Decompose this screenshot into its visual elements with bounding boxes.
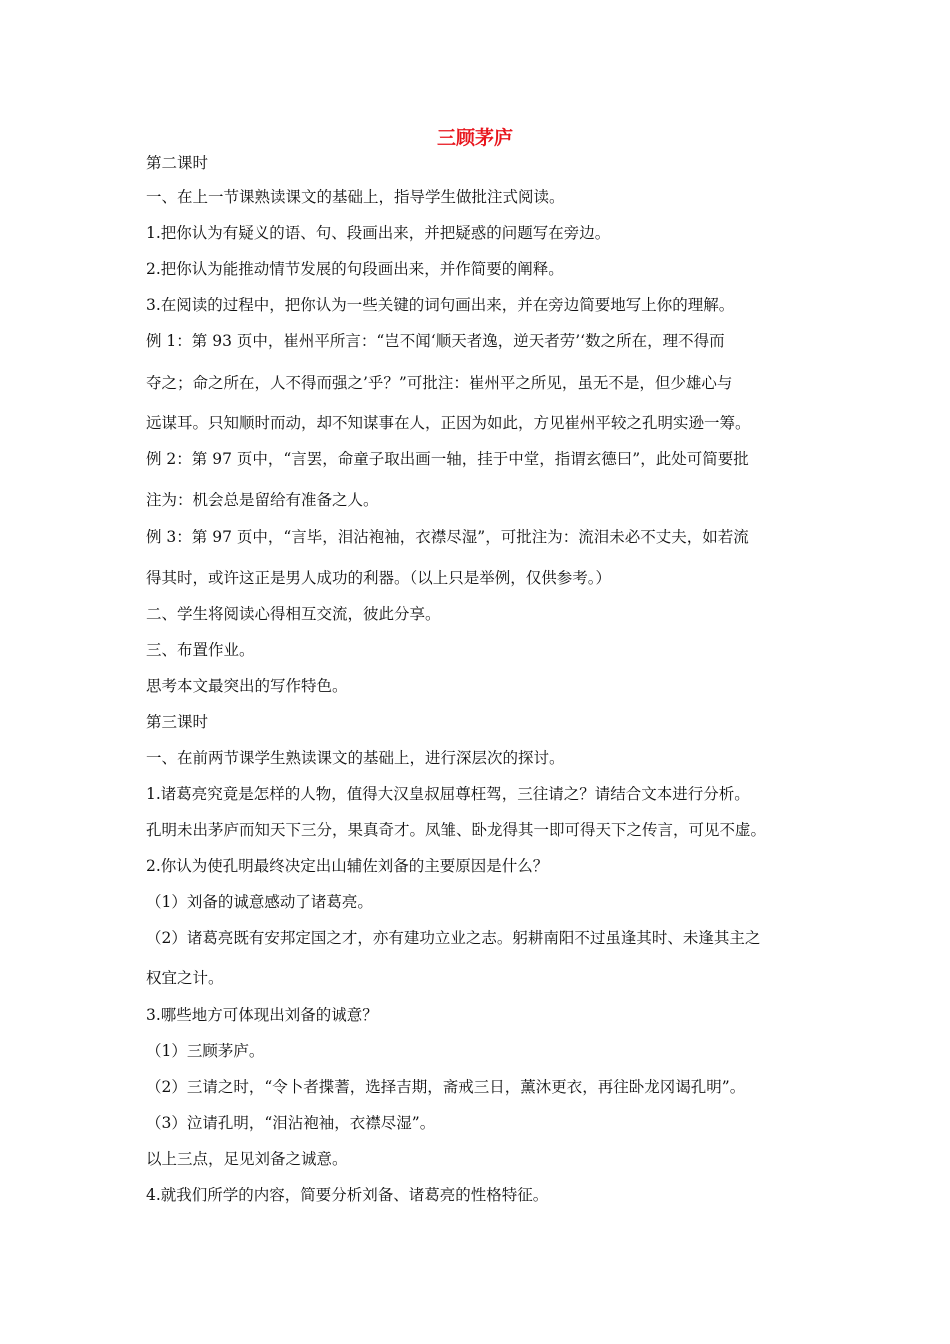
paragraph: （2）三请之时，“令卜者揲蓍，选择吉期，斋戒三日，薰沐更衣，再往卧龙冈谒孔明”。 — [146, 1078, 746, 1096]
paragraph: 二、学生将阅读心得相互交流，彼此分享。 — [146, 605, 441, 623]
paragraph: 4.就我们所学的内容，简要分析刘备、诸葛亮的性格特征。 — [146, 1186, 549, 1204]
paragraph: 孔明未出茅庐而知天下三分，果真奇才。凤雏、卧龙得其一即可得天下之传言，可见不虚。 — [146, 821, 767, 839]
paragraph: 权宜之计。 — [146, 969, 224, 987]
paragraph: 3.在阅读的过程中，把你认为一些关键的词句画出来，并在旁边简要地写上你的理解。 — [146, 296, 735, 314]
paragraph: （1）三顾茅庐。 — [146, 1042, 265, 1060]
paragraph: 2.把你认为能推动情节发展的句段画出来，并作简要的阐释。 — [146, 260, 564, 278]
paragraph: 三、布置作业。 — [146, 641, 255, 659]
paragraph: 3.哪些地方可体现出刘备的诚意？ — [146, 1006, 378, 1024]
paragraph: 一、在前两节课学生熟读课文的基础上，进行深层次的探讨。 — [146, 749, 565, 767]
section-heading-lesson-3: 第三课时 — [146, 713, 209, 731]
paragraph: 注为：机会总是留给有准备之人。 — [146, 491, 379, 509]
section-heading-lesson-2: 第二课时 — [146, 154, 209, 172]
paragraph: 一、在上一节课熟读课文的基础上，指导学生做批注式阅读。 — [146, 188, 565, 206]
paragraph: 1.诸葛亮究竟是怎样的人物，值得大汉皇叔屈尊枉驾，三往请之？请结合文本进行分析。 — [146, 785, 750, 803]
paragraph: 1.把你认为有疑义的语、句、段画出来，并把疑惑的问题写在旁边。 — [146, 224, 611, 242]
paragraph: 2.你认为使孔明最终决定出山辅佐刘备的主要原因是什么？ — [146, 857, 549, 875]
paragraph: 例 1：第 93 页中，崔州平所言：“岂不闻‘顺天者逸，逆天者劳’‘数之所在，理不得而 — [146, 332, 725, 350]
paragraph: （2）诸葛亮既有安邦定国之才，亦有建功立业之志。躬耕南阳不过虽逢其时、未逢其主之 — [146, 929, 761, 947]
paragraph: （3）泣请孔明，“泪沾袍袖，衣襟尽湿”。 — [146, 1114, 436, 1132]
paragraph: 例 3：第 97 页中，“言毕，泪沾袍袖，衣襟尽湿”，可批注为：流泪未必不丈夫，如若流 — [146, 528, 749, 546]
paragraph: 远谋耳。只知顺时而动，却不知谋事在人，正因为如此，方见崔州平较之孔明实逊一筹。 — [146, 414, 751, 432]
paragraph: 夺之；命之所在，人不得而强之’乎？”可批注：崔州平之所见，虽无不是，但少雄心与 — [146, 374, 733, 392]
paragraph: （1）刘备的诚意感动了诸葛亮。 — [146, 893, 373, 911]
paragraph: 得其时，或许这正是男人成功的利器。（以上只是举例，仅供参考。） — [146, 569, 612, 587]
document-title: 三顾茅庐 — [436, 127, 513, 149]
paragraph: 例 2：第 97 页中，“言罢，命童子取出画一轴，挂于中堂，指谓玄德曰”，此处可简要批 — [146, 450, 749, 468]
paragraph: 思考本文最突出的写作特色。 — [146, 677, 348, 695]
paragraph: 以上三点，足见刘备之诚意。 — [146, 1150, 348, 1168]
